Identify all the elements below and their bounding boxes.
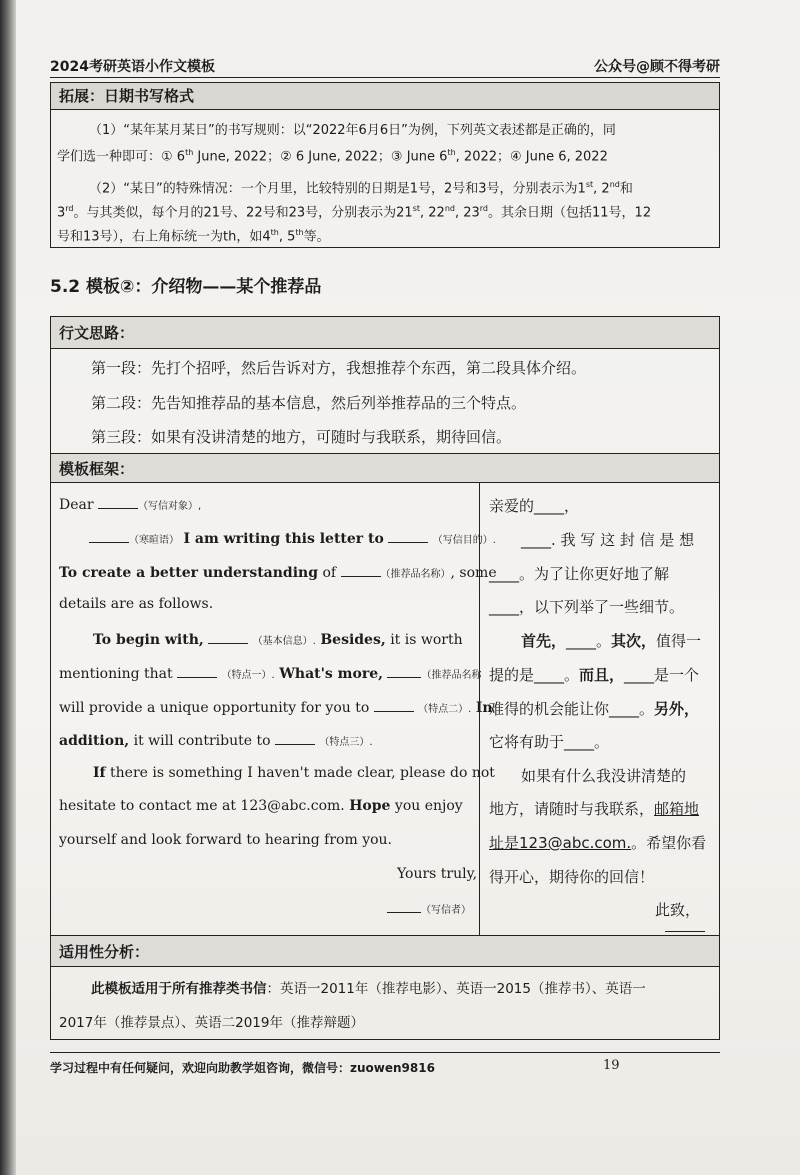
text: hesitate to contact me at 123@abc.com. bbox=[59, 798, 345, 814]
zh-line-2: ____. 我 写 这 封 信 是 想 bbox=[521, 531, 695, 549]
seg: 地方，请随时与我联系， bbox=[489, 800, 655, 818]
note: （推荐品名称） bbox=[380, 569, 451, 580]
apply-title: 适用性分析： bbox=[51, 935, 719, 967]
en-line-4: details are as follows. bbox=[59, 596, 214, 612]
bold: 首先， bbox=[521, 632, 567, 650]
note: （写信对象）, bbox=[138, 501, 202, 512]
note: （寒暄语） bbox=[129, 535, 179, 546]
en-signoff: Yours truly, bbox=[397, 866, 478, 882]
note: （特点二）. bbox=[418, 704, 472, 715]
zh-line-3: ____。为了让你更好地了解 bbox=[489, 565, 670, 583]
text: mentioning that bbox=[59, 666, 173, 682]
page-number: 19 bbox=[603, 1058, 620, 1073]
zh-line-4: ____，以下列举了一些细节。 bbox=[489, 598, 685, 616]
blank bbox=[387, 899, 421, 913]
bold: I am writing this letter to bbox=[183, 531, 384, 547]
idea-line-3: 第三段：如果有没讲清楚的地方，可随时与我联系，期待回信。 bbox=[91, 428, 512, 446]
date-rule-1b-mid: June, 2022；② 6 June, 2022；③ June 6 bbox=[193, 149, 448, 165]
zh-line-10 bbox=[489, 798, 699, 819]
sup: th bbox=[185, 148, 194, 157]
seg: 3 bbox=[57, 205, 66, 221]
seg: 难得的机会能让你____。 bbox=[489, 700, 655, 718]
blank bbox=[275, 731, 315, 745]
header-right: 公众号@顾不得考研 bbox=[594, 59, 720, 75]
sup: th bbox=[447, 148, 456, 157]
note: （写信者） bbox=[421, 905, 471, 916]
zh-line-13: 此致， bbox=[655, 901, 701, 919]
binding-edge bbox=[0, 0, 16, 1175]
bold: Besides, bbox=[320, 632, 386, 648]
text: it will contribute to bbox=[133, 733, 271, 749]
seg: 值得一 bbox=[656, 632, 702, 650]
header-rule bbox=[50, 77, 720, 78]
blank bbox=[341, 563, 381, 577]
en-line-8 bbox=[59, 731, 373, 749]
dear: Dear bbox=[59, 497, 94, 513]
note: （基本信息）. bbox=[252, 636, 316, 647]
text: you enjoy bbox=[394, 798, 463, 814]
blank bbox=[387, 664, 421, 678]
en-line-10 bbox=[59, 798, 463, 814]
bold: To begin with, bbox=[93, 632, 204, 648]
zh-line-12: 得开心，期待你的回信！ bbox=[489, 868, 655, 886]
date-rule-1b-pre: 学们选一种即可：① 6 bbox=[57, 149, 186, 165]
sup: rd bbox=[479, 204, 489, 213]
email-underlined: 址是123@abc.com. bbox=[489, 834, 632, 852]
zh-line-9: 如果有什么我没讲清楚的 bbox=[521, 767, 687, 785]
zh-writer-blank bbox=[665, 931, 705, 932]
blank bbox=[388, 529, 428, 543]
zh-line-11 bbox=[489, 832, 706, 853]
text: of bbox=[322, 565, 337, 581]
sup: rd bbox=[65, 204, 74, 213]
zh-line-8: 它将有助于____。 bbox=[489, 733, 610, 751]
date-rule-1b bbox=[57, 141, 608, 169]
date-rule-2c bbox=[57, 221, 330, 249]
note: （特点一）. bbox=[221, 670, 275, 681]
en-writer bbox=[387, 899, 471, 917]
en-line-7 bbox=[59, 698, 493, 716]
en-line-9 bbox=[93, 765, 495, 781]
bold: addition, bbox=[59, 733, 130, 749]
header-left: 2024考研英语小作文模板 bbox=[50, 59, 215, 75]
note: （写信目的）. bbox=[432, 535, 496, 546]
text: it is worth bbox=[390, 632, 463, 648]
apply-line-2: 2017年（推荐景点）、英语二2019年（推荐辩题） bbox=[59, 1015, 364, 1031]
bold: In bbox=[475, 700, 493, 716]
note: （特点三）. bbox=[319, 737, 373, 748]
text: will provide a unique opportunity for you to bbox=[59, 700, 370, 716]
template-title: 模板框架： bbox=[51, 453, 719, 483]
blank bbox=[177, 664, 217, 678]
email-underlined: 邮箱地 bbox=[654, 800, 700, 818]
seg: 和 bbox=[619, 181, 633, 197]
seg: （2）“某日”的特殊情况：一个月里，比较特别的日期是1号，2号和3号，分别表示为1 bbox=[89, 181, 586, 197]
zh-line-6 bbox=[489, 664, 699, 685]
note: （推荐品名称 bbox=[421, 670, 482, 681]
bold: 此模板适用于所有推荐类书信 bbox=[91, 981, 267, 997]
en-line-2 bbox=[89, 529, 496, 547]
bold: 而且， bbox=[579, 666, 625, 684]
blank bbox=[98, 495, 138, 509]
seg: 等。 bbox=[303, 229, 330, 245]
seg: , 23 bbox=[454, 205, 480, 221]
bold: 另外， bbox=[654, 700, 700, 718]
sup: nd bbox=[444, 204, 455, 213]
en-line-1 bbox=[59, 495, 201, 513]
en-line-6 bbox=[59, 664, 481, 682]
text: , some bbox=[450, 565, 497, 581]
date-rule-1b-end: , 2022；④ June 6, 2022 bbox=[455, 149, 608, 165]
bold: Hope bbox=[349, 798, 391, 814]
apply-line-1 bbox=[91, 977, 646, 997]
en-line-11: yourself and look forward to hearing from you. bbox=[59, 832, 392, 848]
seg: 号和13号），右上角标统一为th，如4 bbox=[57, 229, 271, 245]
bold: 其次， bbox=[611, 632, 657, 650]
bold: To create a better understanding bbox=[59, 565, 318, 581]
sup: st bbox=[585, 180, 594, 189]
seg: 。其余日期（包括11号，12 bbox=[488, 205, 652, 221]
en-line-5 bbox=[93, 630, 463, 648]
bold: If bbox=[93, 765, 106, 781]
seg: ____。 bbox=[534, 666, 580, 684]
seg: , 22 bbox=[420, 205, 445, 221]
blank bbox=[374, 698, 414, 712]
seg: , 5 bbox=[278, 229, 296, 245]
idea-line-2: 第二段：先告知推荐品的基本信息，然后列举推荐品的三个特点。 bbox=[91, 394, 527, 412]
seg: ：英语一2011年（推荐电影）、英语一2015（推荐书）、英语一 bbox=[266, 981, 646, 997]
idea-title: 行文思路： bbox=[51, 317, 719, 349]
sup: st bbox=[412, 204, 420, 213]
footer-rule bbox=[50, 1052, 720, 1053]
date-format-box bbox=[50, 82, 720, 248]
en-line-3 bbox=[59, 563, 497, 581]
idea-line-1: 第一段：先打个招呼，然后告诉对方，我想推荐个东西，第二段具体介绍。 bbox=[91, 359, 587, 377]
bold: What's more, bbox=[279, 666, 383, 682]
seg: 。与其类似，每个月的21号、22号和23号，分别表示为21 bbox=[73, 205, 413, 221]
text: there is something I haven't made clear, please do not bbox=[110, 765, 495, 781]
seg: ____是一个 bbox=[624, 666, 700, 684]
date-format-title: 拓展：日期书写格式 bbox=[51, 83, 719, 110]
sup: th bbox=[270, 228, 279, 237]
seg: 提的是 bbox=[489, 666, 535, 684]
zh-line-5 bbox=[521, 630, 701, 651]
template-table bbox=[50, 316, 720, 1040]
sup: th bbox=[295, 228, 304, 237]
blank bbox=[208, 630, 248, 644]
seg: 。希望你看 bbox=[631, 834, 707, 852]
seg: , 2 bbox=[593, 181, 610, 197]
seg: ____。 bbox=[566, 632, 612, 650]
footer-contact: 学习过程中有任何疑问，欢迎向助教学姐咨询，微信号：zuowen9816 bbox=[50, 1061, 435, 1075]
zh-line-7 bbox=[489, 698, 699, 719]
blank bbox=[89, 529, 129, 543]
date-rule-1a: （1）“某年某月某日”的书写规则：以“2022年6月6日”为例，下列英文表述都是正确的，同 bbox=[89, 123, 616, 138]
zh-line-1: 亲爱的____， bbox=[489, 497, 580, 515]
sup: nd bbox=[609, 180, 620, 189]
section-title: 5.2 模板②：介绍物——某个推荐品 bbox=[50, 277, 322, 297]
